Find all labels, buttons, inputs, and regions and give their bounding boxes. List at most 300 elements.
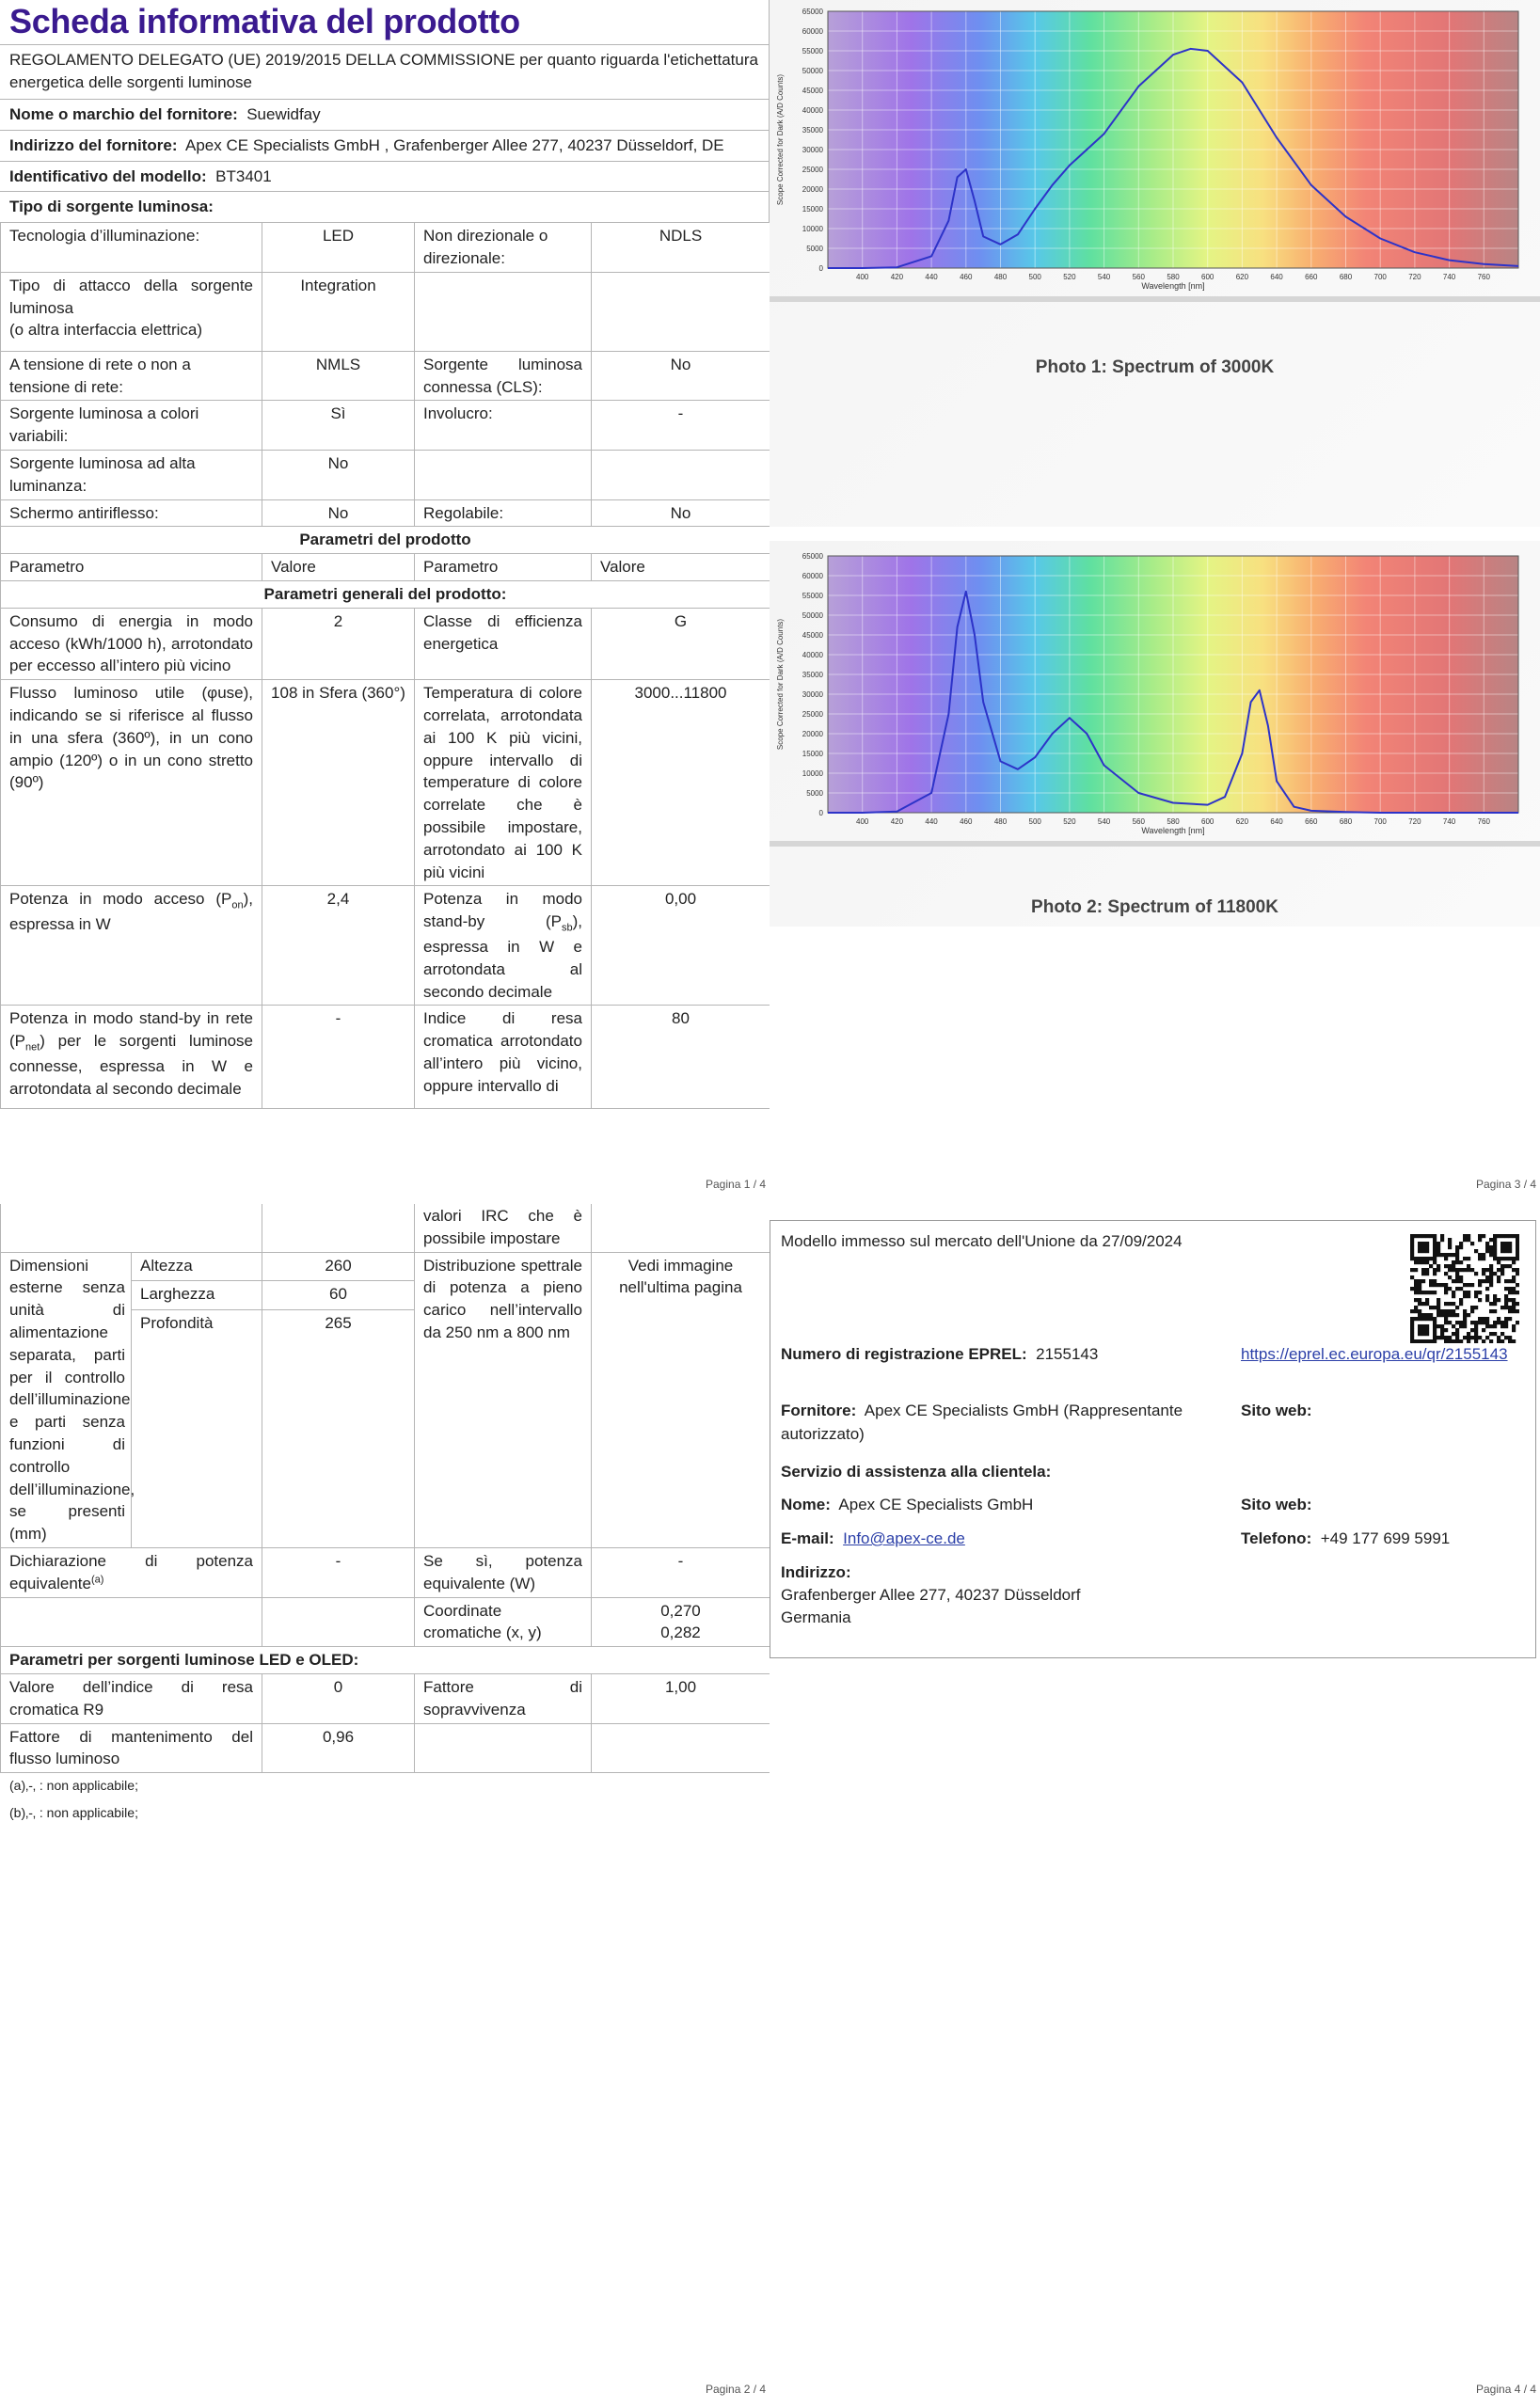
qr-module	[1508, 1257, 1512, 1260]
qr-module	[1452, 1260, 1455, 1264]
qr-module	[1421, 1328, 1425, 1332]
qr-module	[1421, 1234, 1425, 1238]
qr-module	[1410, 1287, 1414, 1291]
qr-module	[1437, 1324, 1440, 1328]
qr-module	[1429, 1283, 1433, 1287]
spd-value: Vedi immagine nell'ultima pagina	[592, 1252, 770, 1547]
qr-module	[1437, 1298, 1440, 1302]
qr-module	[1433, 1272, 1437, 1275]
qr-module	[1474, 1272, 1478, 1275]
qr-module	[1433, 1257, 1437, 1260]
qr-module	[1508, 1245, 1512, 1249]
qr-module	[1470, 1309, 1474, 1313]
qr-module	[1470, 1328, 1474, 1332]
qr-module	[1440, 1332, 1444, 1336]
cell-text: Tipo di attacco della sorgente luminosa	[9, 276, 253, 317]
qr-module	[1485, 1294, 1489, 1298]
x-tick-label: 640	[1270, 273, 1283, 281]
qr-module	[1504, 1317, 1508, 1321]
qr-module	[1512, 1287, 1516, 1291]
qr-module	[1504, 1257, 1508, 1260]
qr-module	[1478, 1298, 1482, 1302]
y-tick-label: 60000	[802, 27, 823, 36]
cell-label: Consumo di energia in modo acceso (kWh/1000 h), arrotondato per eccesso all’intero più vicino	[1, 608, 262, 679]
qr-module	[1474, 1306, 1478, 1309]
qr-module	[1448, 1321, 1452, 1324]
qr-module	[1504, 1302, 1508, 1306]
qr-module	[1452, 1294, 1455, 1298]
eprel-info-box	[770, 1220, 1536, 1658]
cell-label: Flusso luminoso utile (φuse), indicando se si riferisce al flusso in una sfera (360º), in un cono ampio (120º) o in un cono stretto (90º)	[1, 680, 262, 886]
cell-label	[415, 1723, 592, 1773]
y-tick-label: 65000	[802, 552, 823, 561]
qr-module	[1433, 1328, 1437, 1332]
qr-module	[1516, 1272, 1519, 1275]
cell-value	[592, 1723, 770, 1773]
table-row	[1, 527, 770, 554]
eprel-link[interactable]	[1241, 1343, 1514, 1367]
qr-module	[1421, 1272, 1425, 1275]
qr-module	[1467, 1234, 1470, 1238]
qr-module	[1455, 1328, 1459, 1332]
qr-module	[1433, 1260, 1437, 1264]
page-number: Pagina 4 / 4	[1476, 2383, 1537, 2396]
qr-module	[1418, 1309, 1421, 1313]
sito-web-label: Sito web:	[1241, 1496, 1312, 1513]
cell-value: NDLS	[592, 223, 770, 273]
qr-module	[1433, 1249, 1437, 1253]
qr-module	[1448, 1242, 1452, 1245]
spectrum-figure-1	[770, 0, 1540, 527]
qr-module	[1497, 1279, 1500, 1283]
qr-module	[1500, 1306, 1504, 1309]
qr-module	[1493, 1257, 1497, 1260]
qr-module	[1459, 1268, 1463, 1272]
qr-module	[1463, 1257, 1467, 1260]
qr-module	[1410, 1238, 1414, 1242]
qr-module	[1485, 1321, 1489, 1324]
qr-module	[1425, 1313, 1429, 1317]
qr-module	[1444, 1283, 1448, 1287]
qr-module	[1433, 1242, 1437, 1245]
qr-module	[1448, 1275, 1452, 1279]
qr-module	[1455, 1260, 1459, 1264]
table-row	[1, 1647, 770, 1674]
qr-module	[1482, 1257, 1485, 1260]
qr-module	[1414, 1234, 1418, 1238]
nome-value: Apex CE Specialists GmbH	[838, 1496, 1034, 1513]
x-tick-label: 720	[1408, 817, 1421, 826]
qr-module	[1452, 1279, 1455, 1283]
qr-module	[1421, 1245, 1425, 1249]
qr-module	[1482, 1321, 1485, 1324]
qr-module	[1444, 1321, 1448, 1324]
indirizzo-value: Grafenberger Allee 277, 40237 Düsseldorf	[781, 1586, 1081, 1604]
qr-module	[1493, 1242, 1497, 1245]
qr-module	[1459, 1287, 1463, 1291]
cell-value: NMLS	[262, 351, 415, 401]
qr-module	[1452, 1332, 1455, 1336]
qr-module	[1452, 1309, 1455, 1313]
spectrum-chart-3000k	[770, 0, 1540, 320]
spectrum-chart-11800k	[770, 545, 1540, 864]
qr-module	[1459, 1302, 1463, 1306]
qr-module	[1508, 1336, 1512, 1339]
qr-module	[1508, 1291, 1512, 1294]
qr-module	[1467, 1257, 1470, 1260]
qr-module	[1433, 1279, 1437, 1283]
qr-module	[1478, 1336, 1482, 1339]
qr-module	[1440, 1313, 1444, 1317]
cell-value: LED	[262, 223, 415, 273]
qr-module	[1512, 1234, 1516, 1238]
qr-module	[1459, 1245, 1463, 1249]
x-tick-label: 640	[1270, 817, 1283, 826]
qr-module	[1489, 1238, 1493, 1242]
x-tick-label: 600	[1201, 273, 1215, 281]
y-axis-label: Scope Corrected for Dark (A/D Counts)	[776, 618, 785, 751]
x-tick-label: 660	[1305, 817, 1318, 826]
qr-module	[1455, 1332, 1459, 1336]
qr-module	[1485, 1245, 1489, 1249]
qr-module	[1463, 1283, 1467, 1287]
qr-module	[1433, 1321, 1437, 1324]
y-tick-label: 30000	[802, 146, 823, 154]
y-tick-label: 20000	[802, 185, 823, 194]
cell-text: ) per le sorgenti luminose connesse, espressa in W e arrotondata al secondo decimale	[9, 1032, 253, 1098]
qr-module	[1455, 1313, 1459, 1317]
qr-module	[1500, 1249, 1504, 1253]
address-label: Indirizzo del fornitore:	[9, 135, 178, 154]
qr-module	[1478, 1257, 1482, 1260]
cell-label: Tecnologia d’illuminazione:	[1, 223, 262, 273]
x-tick-label: 460	[960, 817, 973, 826]
qr-module	[1470, 1321, 1474, 1324]
cell-label: valori IRC che è possibile impostare	[415, 1204, 592, 1252]
supplier-label: Nome o marchio del fornitore:	[9, 105, 238, 124]
qr-module	[1504, 1245, 1508, 1249]
cell-value: No	[592, 351, 770, 401]
qr-module	[1425, 1302, 1429, 1306]
qr-module	[1516, 1268, 1519, 1272]
qr-module	[1493, 1249, 1497, 1253]
cell-value: No	[262, 451, 415, 500]
telefono-value: +49 177 699 5991	[1320, 1529, 1451, 1547]
table-row	[1, 351, 770, 401]
qr-code-icon	[1410, 1234, 1519, 1343]
qr-module	[1421, 1242, 1425, 1245]
qr-module	[1444, 1272, 1448, 1275]
sito-web-label: Sito web:	[1241, 1402, 1312, 1419]
qr-module	[1410, 1242, 1414, 1245]
qr-module	[1516, 1242, 1519, 1245]
y-tick-label: 55000	[802, 592, 823, 600]
cell-text: (o altra interfaccia elettrica)	[9, 321, 203, 340]
qr-module	[1437, 1283, 1440, 1287]
cell-value: 80	[592, 1006, 770, 1109]
qr-module	[1421, 1268, 1425, 1272]
y-tick-label: 45000	[802, 87, 823, 95]
qr-module	[1516, 1309, 1519, 1313]
market-date: Modello immesso sul mercato dell'Unione da 27/09/2024	[781, 1232, 1183, 1250]
qr-module	[1482, 1234, 1485, 1238]
model-label: Identificativo del modello:	[9, 166, 207, 185]
qr-module	[1500, 1332, 1504, 1336]
qr-module	[1516, 1283, 1519, 1287]
qr-module	[1508, 1264, 1512, 1268]
qr-module	[1410, 1317, 1414, 1321]
qr-module	[1444, 1328, 1448, 1332]
qr-module	[1444, 1253, 1448, 1257]
fornitore-value: Apex CE Specialists GmbH (Rappresentante autorizzato)	[781, 1402, 1183, 1443]
qr-module	[1467, 1336, 1470, 1339]
qr-module	[1516, 1291, 1519, 1294]
cell-label: Indice di resa cromatica arrotondato all’intero più vicino, oppure intervallo di	[415, 1006, 592, 1109]
qr-module	[1414, 1309, 1418, 1313]
qr-module	[1508, 1287, 1512, 1291]
cell-label	[1, 1006, 262, 1109]
qr-module	[1452, 1291, 1455, 1294]
page-number: Pagina 1 / 4	[706, 1178, 767, 1191]
qr-module	[1433, 1283, 1437, 1287]
cell-label: Se sì, potenza equivalente (W)	[415, 1547, 592, 1597]
qr-module	[1504, 1249, 1508, 1253]
qr-module	[1497, 1257, 1500, 1260]
section-heading: Parametri generali del prodotto:	[1, 581, 770, 609]
qr-module	[1512, 1291, 1516, 1294]
qr-module	[1478, 1317, 1482, 1321]
product-table-continued	[0, 1204, 770, 1773]
table-row	[1, 451, 770, 500]
qr-module	[1470, 1242, 1474, 1245]
qr-module	[1493, 1321, 1497, 1324]
dim-key: Altezza	[132, 1252, 262, 1281]
x-tick-label: 680	[1339, 817, 1353, 826]
table-row	[1, 272, 770, 351]
supplier-row	[0, 100, 769, 131]
qr-module	[1433, 1253, 1437, 1257]
cell-label: Temperatura di colore correlata, arrotondata ai 100 K più vicini, oppure intervallo di temperature di colore correlate che è possibile impostare, arrotondato ai 100 K più vicini	[415, 680, 592, 886]
qr-module	[1455, 1279, 1459, 1283]
column-header: Parametro	[415, 554, 592, 581]
qr-module	[1504, 1294, 1508, 1298]
qr-module	[1418, 1332, 1421, 1336]
qr-module	[1448, 1313, 1452, 1317]
page-number: Pagina 2 / 4	[706, 2383, 767, 2396]
table-row	[1, 499, 770, 527]
y-tick-label: 45000	[802, 631, 823, 640]
qr-module	[1478, 1253, 1482, 1257]
qr-module	[1508, 1306, 1512, 1309]
qr-module	[1489, 1279, 1493, 1283]
qr-module	[1500, 1257, 1504, 1260]
qr-module	[1493, 1302, 1497, 1306]
qr-module	[1497, 1234, 1500, 1238]
qr-module	[1433, 1336, 1437, 1339]
qr-module	[1410, 1234, 1414, 1238]
qr-module	[1421, 1332, 1425, 1336]
qr-module	[1437, 1336, 1440, 1339]
y-tick-label: 15000	[802, 205, 823, 214]
qr-module	[1429, 1264, 1433, 1268]
cell-label	[1, 1547, 262, 1597]
fornitore-row	[781, 1400, 1232, 1446]
qr-module	[1433, 1317, 1437, 1321]
qr-module	[1414, 1257, 1418, 1260]
y-tick-label: 50000	[802, 611, 823, 620]
x-tick-label: 400	[856, 817, 869, 826]
qr-module	[1418, 1257, 1421, 1260]
qr-module	[1474, 1321, 1478, 1324]
qr-module	[1414, 1306, 1418, 1309]
column-header: Parametro	[1, 554, 262, 581]
qr-module	[1512, 1279, 1516, 1283]
cell-value: -	[592, 1547, 770, 1597]
qr-module	[1410, 1275, 1414, 1279]
qr-module	[1459, 1242, 1463, 1245]
qr-module	[1516, 1321, 1519, 1324]
qr-module	[1418, 1249, 1421, 1253]
qr-module	[1410, 1253, 1414, 1257]
qr-module	[1470, 1268, 1474, 1272]
qr-module	[1433, 1234, 1437, 1238]
cell-value	[592, 272, 770, 351]
email-row	[781, 1528, 965, 1550]
qr-module	[1474, 1294, 1478, 1298]
footnote-a: (a)‚-‚ : non applicabile;	[9, 1778, 138, 1793]
qr-module	[1504, 1242, 1508, 1245]
qr-module	[1448, 1245, 1452, 1249]
x-tick-label: 560	[1132, 817, 1145, 826]
email-link[interactable]: Info@apex-ce.de	[843, 1529, 965, 1547]
qr-module	[1470, 1283, 1474, 1287]
y-axis-label: Scope Corrected for Dark (A/D Counts)	[776, 73, 785, 206]
cell-value: Integration	[262, 272, 415, 351]
qr-module	[1459, 1324, 1463, 1328]
coord-x: 0,270	[660, 1601, 701, 1620]
qr-module	[1414, 1279, 1418, 1283]
x-tick-label: 520	[1063, 273, 1076, 281]
qr-module	[1512, 1275, 1516, 1279]
qr-module	[1489, 1245, 1493, 1249]
qr-module	[1421, 1279, 1425, 1283]
y-tick-label: 0	[818, 264, 823, 273]
scrollbar-strip	[770, 841, 1540, 847]
qr-module	[1508, 1317, 1512, 1321]
table-row	[1, 401, 770, 451]
x-tick-label: 440	[925, 273, 938, 281]
eprel-link-text[interactable]: https://eprel.ec.europa.eu/qr/2155143	[1241, 1345, 1508, 1363]
qr-module	[1485, 1242, 1489, 1245]
qr-module	[1500, 1234, 1504, 1238]
cell-label	[1, 1204, 262, 1252]
nome-label: Nome:	[781, 1496, 831, 1513]
dim-key: Profondità	[132, 1309, 262, 1547]
qr-module	[1463, 1313, 1467, 1317]
y-tick-label: 65000	[802, 8, 823, 16]
qr-module	[1504, 1306, 1508, 1309]
qr-module	[1425, 1260, 1429, 1264]
qr-module	[1433, 1332, 1437, 1336]
cell-label: Valore dell’indice di resa cromatica R9	[1, 1673, 262, 1723]
qr-module	[1437, 1302, 1440, 1306]
supplier-value: Suewidfay	[246, 105, 321, 124]
scrollbar-strip	[770, 296, 1540, 302]
fornitore-label: Fornitore:	[781, 1402, 857, 1419]
cell-value: 0,96	[262, 1723, 415, 1773]
qr-module	[1455, 1245, 1459, 1249]
qr-module	[1516, 1253, 1519, 1257]
subscript: on	[231, 899, 244, 911]
x-tick-label: 440	[925, 817, 938, 826]
cell-text: Dichiarazione di potenza equivalente	[9, 1551, 253, 1592]
qr-module	[1433, 1291, 1437, 1294]
qr-module	[1448, 1264, 1452, 1268]
x-tick-label: 680	[1339, 273, 1353, 281]
telefono-label: Telefono:	[1241, 1529, 1312, 1547]
qr-module	[1425, 1324, 1429, 1328]
qr-module	[1425, 1249, 1429, 1253]
qr-module	[1467, 1332, 1470, 1336]
qr-module	[1452, 1313, 1455, 1317]
cell-label	[1, 272, 262, 351]
x-tick-label: 700	[1373, 817, 1387, 826]
qr-module	[1414, 1268, 1418, 1272]
qr-module	[1429, 1257, 1433, 1260]
qr-module	[1504, 1287, 1508, 1291]
qr-module	[1410, 1324, 1414, 1328]
cell-text: Potenza in modo stand-by in rete (P	[9, 1009, 253, 1051]
qr-module	[1410, 1268, 1414, 1272]
document-title: Scheda informativa del prodotto	[9, 2, 520, 40]
qr-module	[1497, 1336, 1500, 1339]
qr-module	[1482, 1279, 1485, 1283]
cell-value	[592, 1204, 770, 1252]
cell-value: -	[262, 1006, 415, 1109]
qr-module	[1440, 1283, 1444, 1287]
qr-module	[1516, 1249, 1519, 1253]
qr-module	[1485, 1249, 1489, 1253]
qr-module	[1437, 1264, 1440, 1268]
qr-module	[1463, 1238, 1467, 1242]
cell-label: Sorgente luminosa ad alta luminanza:	[1, 451, 262, 500]
qr-module	[1504, 1321, 1508, 1324]
qr-module	[1444, 1313, 1448, 1317]
cell-text: Potenza in modo stand-by (P	[423, 890, 582, 931]
qr-module	[1489, 1283, 1493, 1287]
cell-text: ), espressa in W	[9, 890, 253, 934]
qr-module	[1470, 1306, 1474, 1309]
qr-module	[1425, 1242, 1429, 1245]
qr-module	[1493, 1294, 1497, 1298]
qr-module	[1440, 1234, 1444, 1238]
table-row	[1, 680, 770, 886]
qr-module	[1516, 1257, 1519, 1260]
qr-module	[1474, 1336, 1478, 1339]
y-tick-label: 5000	[806, 789, 823, 798]
page-3	[770, 0, 1540, 1204]
cell-value: G	[592, 608, 770, 679]
qr-module	[1433, 1268, 1437, 1272]
qr-module	[1444, 1309, 1448, 1313]
y-tick-label: 40000	[802, 651, 823, 659]
qr-module	[1459, 1275, 1463, 1279]
qr-module	[1414, 1298, 1418, 1302]
qr-module	[1478, 1321, 1482, 1324]
qr-module	[1508, 1309, 1512, 1313]
qr-module	[1493, 1332, 1497, 1336]
qr-module	[1493, 1298, 1497, 1302]
